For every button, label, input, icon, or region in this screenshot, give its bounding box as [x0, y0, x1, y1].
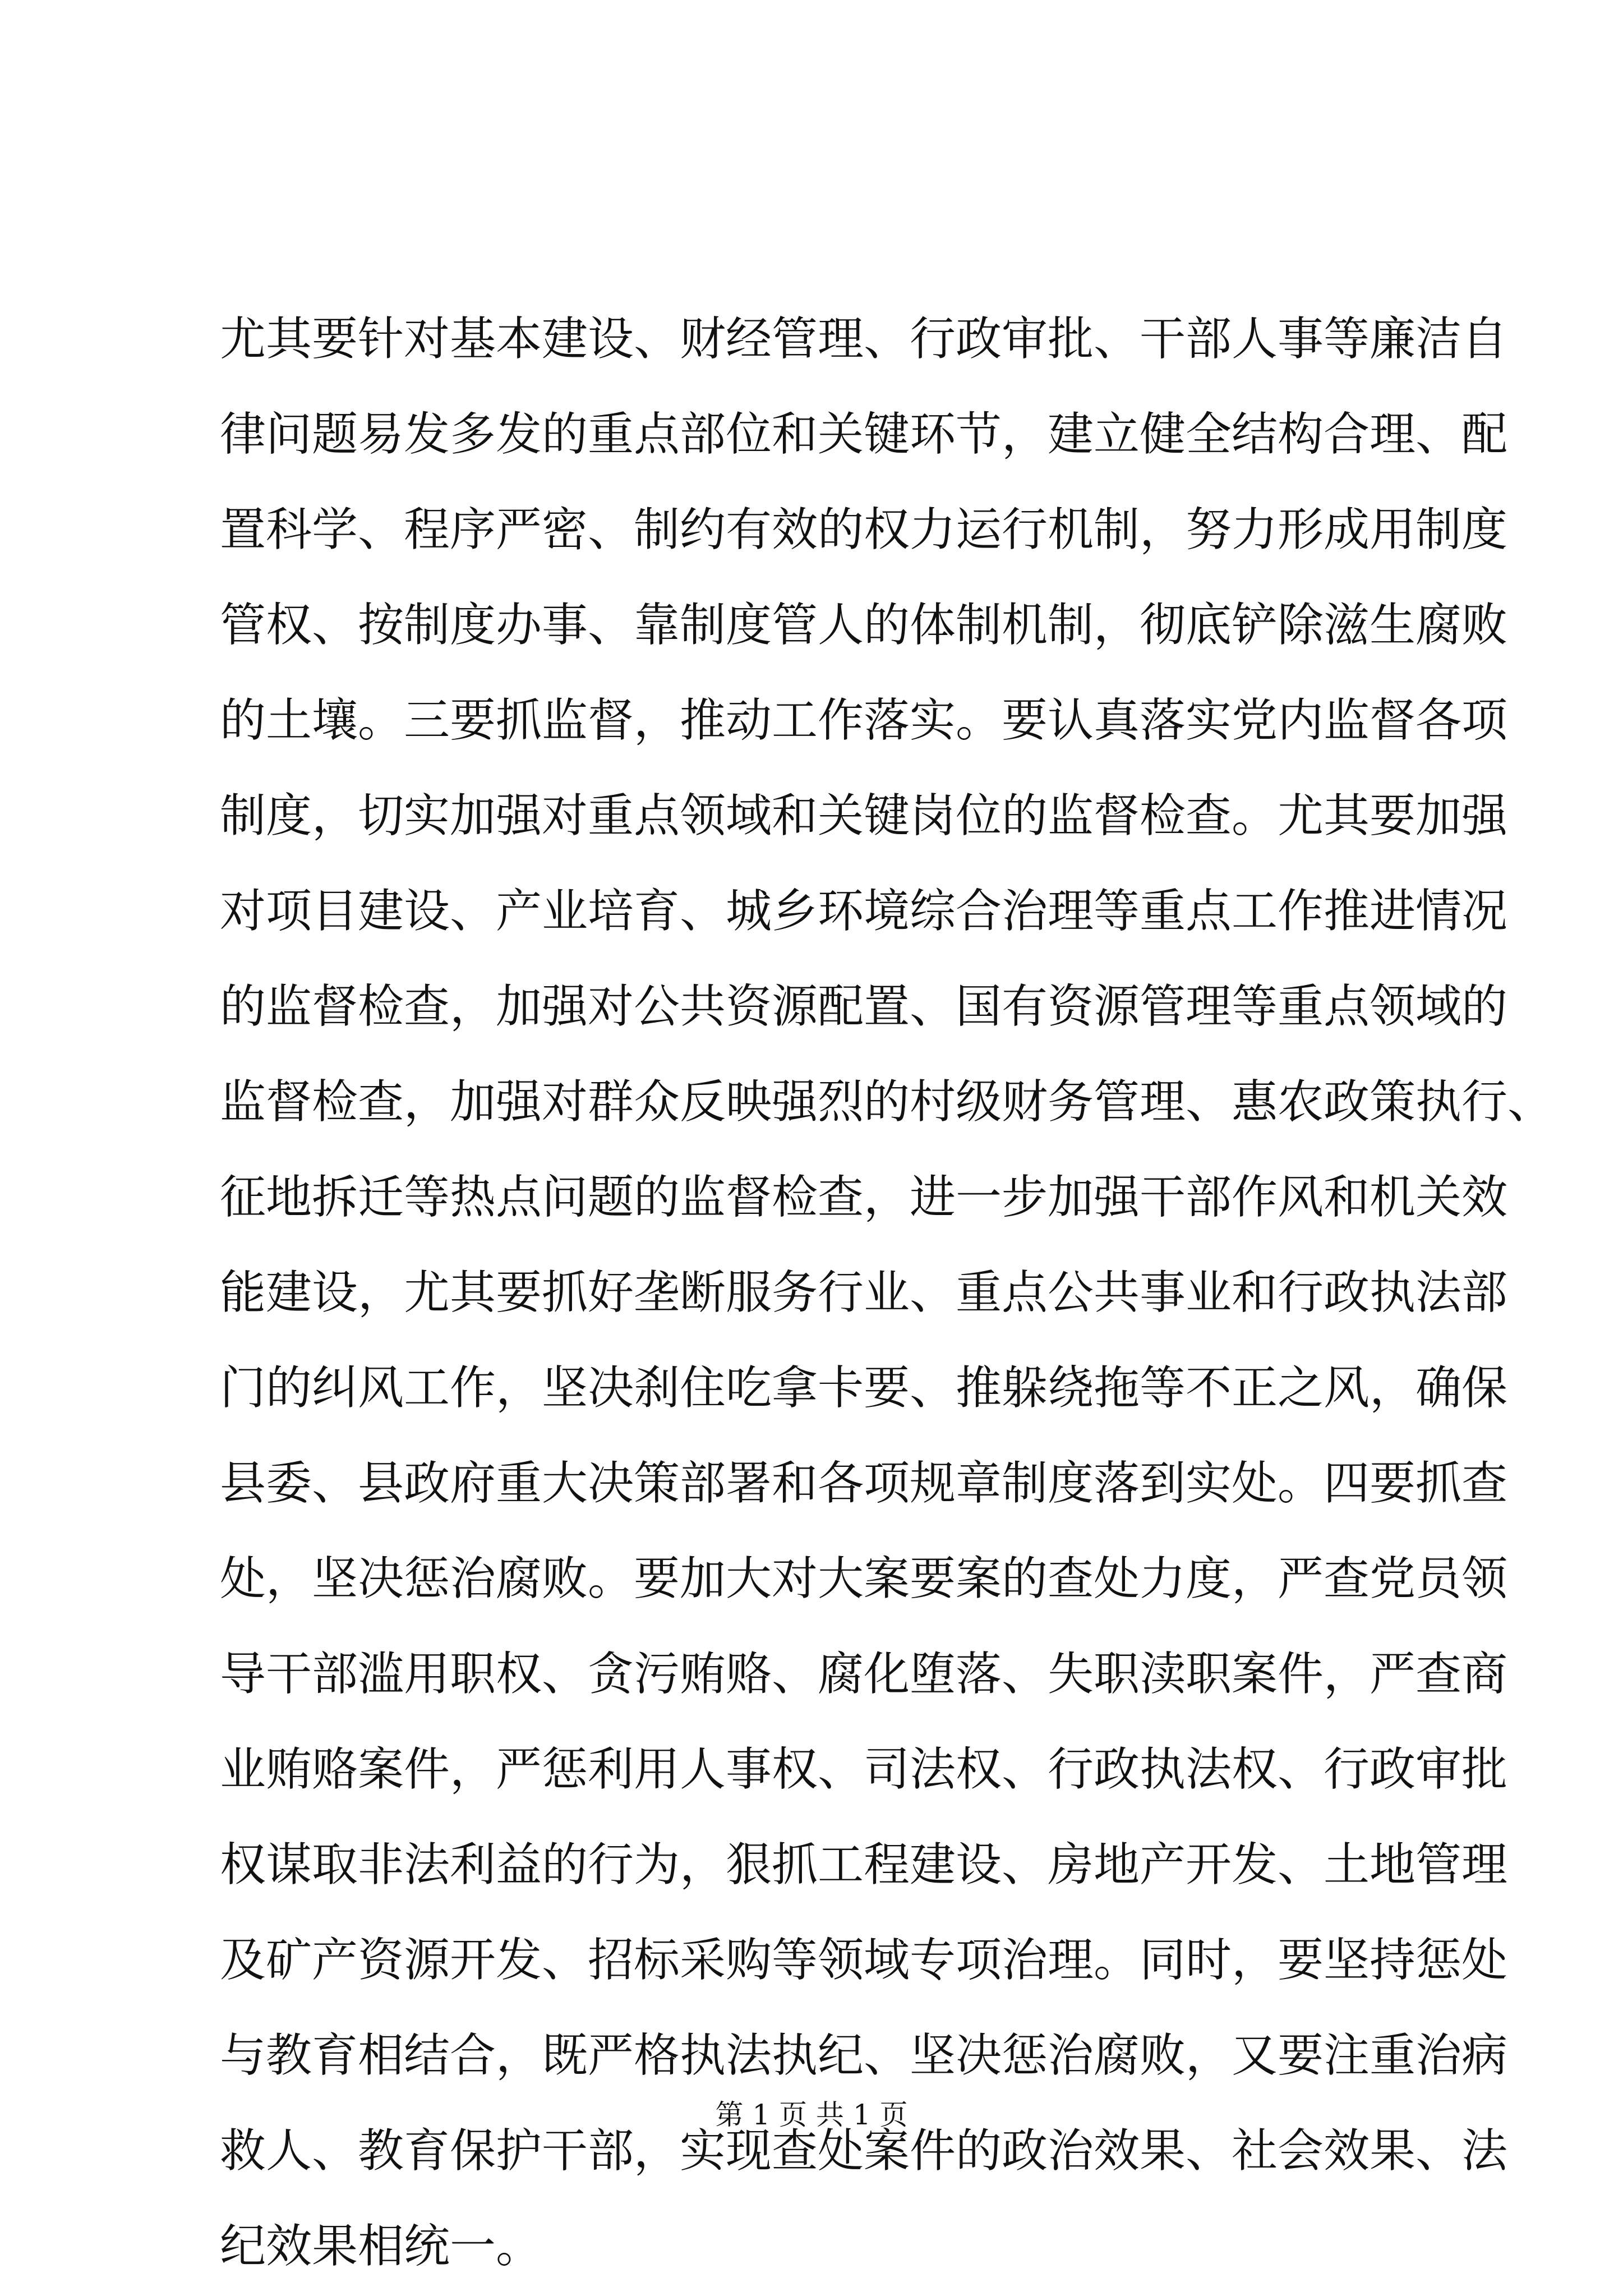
text-line: 纪效果相统一。	[220, 2220, 542, 2273]
page-footer: 第 1 页 共 1 页	[715, 2099, 908, 2131]
text-line: 尤其要针对基本建设、财经管理、行政审批、干部人事等廉洁自	[220, 312, 1508, 366]
text-line: 对项目建设、产业培育、城乡环境综合治理等重点工作推进情况	[220, 885, 1508, 938]
text-line: 及矿产资源开发、招标采购等领域专项治理。同时，要坚持惩处	[220, 1934, 1508, 1987]
text-line: 处，坚决惩治腐败。要加大对大案要案的查处力度，严查党员领	[220, 1552, 1508, 1605]
text-line: 制度，切实加强对重点领域和关键岗位的监督检查。尤其要加强	[220, 789, 1508, 843]
text-line: 监督检查，加强对群众反映强烈的村级财务管理、惠农政策执行、	[220, 1075, 1554, 1129]
text-line: 门的纠风工作，坚决刹住吃拿卡要、推躲绕拖等不正之风，确保	[220, 1361, 1508, 1415]
text-line: 业贿赂案件，严惩利用人事权、司法权、行政执法权、行政审批	[220, 1743, 1508, 1796]
text-line: 律问题易发多发的重点部位和关键环节，建立健全结构合理、配	[220, 408, 1508, 461]
text-line: 救人、教育保护干部，实现查处案件的政治效果、社会效果、法	[220, 2124, 1508, 2178]
body-text	[220, 292, 1554, 2294]
text-line: 能建设，尤其要抓好垄断服务行业、重点公共事业和行政执法部	[220, 1266, 1508, 1319]
text-line: 县委、县政府重大决策部署和各项规章制度落到实处。四要抓查	[220, 1457, 1508, 1510]
text-line: 置科学、程序严密、制约有效的权力运行机制，努力形成用制度	[220, 503, 1508, 556]
text-line: 的监督检查，加强对公共资源配置、国有资源管理等重点领域的	[220, 980, 1508, 1033]
text-line: 与教育相结合，既严格执法执纪、坚决惩治腐败，又要注重治病	[220, 2029, 1508, 2082]
text-line: 管权、按制度办事、靠制度管人的体制机制，彻底铲除滋生腐败	[220, 599, 1508, 652]
text-line: 导干部滥用职权、贪污贿赂、腐化堕落、失职渎职案件，严查商	[220, 1648, 1508, 1701]
text-line: 征地拆迁等热点问题的监督检查，进一步加强干部作风和机关效	[220, 1171, 1508, 1224]
text-line: 的土壤。三要抓监督，推动工作落实。要认真落实党内监督各项	[220, 694, 1508, 747]
text-line: 权谋取非法利益的行为，狠抓工程建设、房地产开发、土地管理	[220, 1838, 1508, 1892]
